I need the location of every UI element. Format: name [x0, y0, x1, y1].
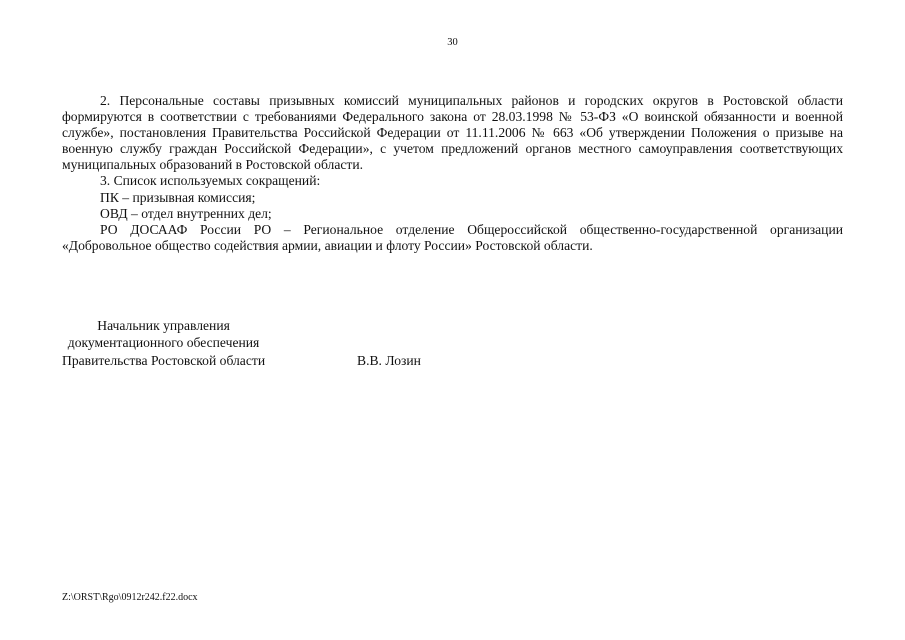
signatory-position — [62, 317, 265, 369]
abbreviation-ovd: ОВД – отдел внутренних дел; — [100, 205, 272, 221]
paragraph-personnel-composition: 2. Персональные составы призывных комиссий муниципальных районов и городских округов в Ростовской области формируются в соответствии с требованиями Федерального закона от 28.03.1998 № 53-ФЗ «О воинской обязанности и военной службе», постановления Правительства Российской Федерации от 11.11.2006 № 663 «Об утверждении Положения о призыве на военную службу граждан Российской Федерации», с учетом предложений органов местного самоуправления соответствующих муниципальных образований в Ростовской области. — [62, 93, 843, 173]
position-line: Начальник управления — [97, 318, 230, 333]
signature-block — [62, 317, 421, 369]
abbreviation-dosaaf: РО ДОСААФ России РО – Региональное отделение Общероссийской общественно-государственной организации «Добровольное общество содействия армии, авиации и флоту России» Ростовской области. — [62, 221, 843, 253]
abbreviation-pk: ПК – призывная комиссия; — [100, 189, 256, 205]
position-line: документационного обеспечения — [67, 335, 260, 351]
document-body — [62, 93, 843, 254]
file-path-footer: Z:\ORST\Rgo\0912r242.f22.docx — [62, 592, 198, 603]
position-line: Правительства Ростовской области — [62, 352, 266, 368]
paragraph-abbreviations-heading: 3. Список используемых сокращений: — [100, 173, 321, 189]
signatory-name: В.В. Лозин — [357, 352, 421, 368]
page-number: 30 — [447, 37, 458, 48]
